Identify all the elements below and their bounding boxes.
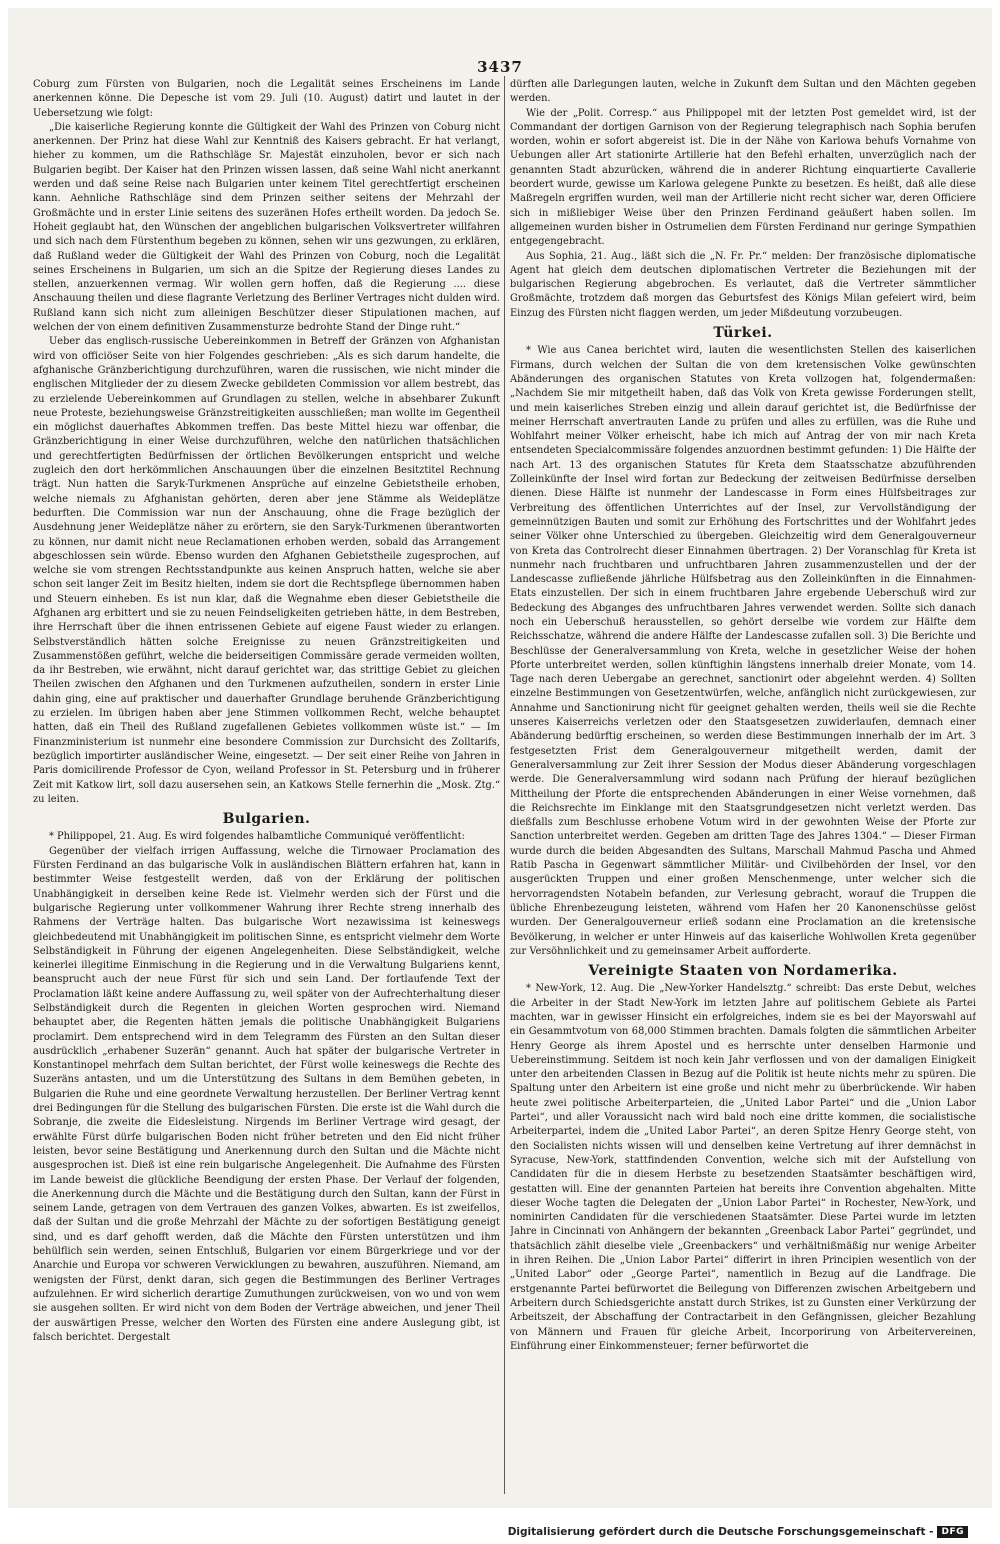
right-column: [510, 78, 976, 1490]
page-number: 3437: [477, 58, 523, 76]
article-paragraph: Coburg zum Fürsten von Bulgarien, noch die Legalität seines Erscheinens im Lande anerkennen könne. Die Depesche ist vom 29. Juli (10. August) datirt und lautet in der Uebersetzung wie folgt:: [33, 79, 500, 119]
article-paragraph: * Philippopel, 21. Aug. Es wird folgendes halbamtliche Communiqué veröffentlicht:: [49, 831, 465, 843]
article-paragraph: Wie der „Polit. Corresp.“ aus Philippopel mit der letzten Post gemeldet wird, ist der Commandant der dortigen Garnison von der Regierung telegraphisch nach Sophia berufen worden, wohin er sofort abgereist ist. Die in der Nähe von Karlowa behufs Vornahme von Uebungen aller Art stationirte Artillerie hat den Befehl erhalten, unverzüglich nach der genannten Stadt abzurücken, während die in anderer Richtung einquartierte Cavallerie beordert wurde, gewisse um Karlowa gelegene Punkte zu besetzen. Es heißt, daß alle diese Maßregeln ergriffen wurden, weil man der Artillerie nicht recht sicher war, deren Officiere sich in mißliebiger Weise über den Prinzen Ferdinand geäußert haben sollen. Im allgemeinen wurden bisher in Ostrumelien dem Fürsten Ferdinand nur geringe Sympathien entgegengebracht.: [510, 107, 976, 248]
section-heading-usa: Vereinigte Staaten von Nordamerika.: [588, 963, 898, 980]
article-paragraph: * Wie aus Canea berichtet wird, lauten die wesentlichsten Stellen des kaiserlichen Firmans, durch welchen der Sultan die von dem kretensischen Volke gewünschten Abänderungen des organischen Statutes von Kreta vollzogen hat, folgendermaßen: „Nachdem Sie mir mitgetheilt haben, daß das Volk von Kreta gewisse Forderungen stellt, und mein kaiserliches Streben einzig und allein darauf gerichtet ist, die Bedürfnisse der meiner Herrschaft anvertrauten Lande zu prüfen und alles zu erfüllen, was die Ruhe und Wohlfahrt meiner Völker erheischt, habe ich mich auf Antrag der von mir nach Kreta entsendeten Specialcommissäre folgendes anzuordnen bestimmt gefunden: 1) Die Hälfte der nach Art. 13 des organischen Statutes für Kreta dem Staatsschatze abzuführenden Zolleinkünfte der Insel wird fortan zur Bedeckung der zeitweisen Bedürfnisse derselben dienen. Diese Hälfte ist nunmehr der Landescasse in Form eines Hülfsbeitrages zur Verbreitung des öffentlichen Unterrichtes auf der Insel, zur Vervollständigung der gemeinnützigen Bauten und somit zur Erhöhung des Fortschrittes und der Wohlfahrt jedes seiner Völker ohne Unterschied zu übergeben. Gleichzeitig wird dem Generalgouverneur von Kreta das Controlrecht dieser Einnahmen übertragen. 2) Der Voranschlag für Kreta ist nunmehr nach fruchtbaren und unfruchtbaren Jahren zusammenzustellen und der der Landescasse zufließende jährliche Hülfsbetrag aus den Zolleinkünften in die Einnahmen-Etats einzustellen. Der sich in einem fruchtbaren Jahre ergebende Ueberschuß wird zur Bedeckung des Abganges des unfruchtbaren Jahres verwendet werden. Sollte sich danach noch ein Ueberschuß herausstellen, so gehört derselbe wie vordem zur Hälfte dem Reichsschatze, während die andere Hälfte der Landescasse zufallen soll. 3) Die Berichte und Beschlüsse der Generalversammlung von Kreta, welche in gesetzlicher Weise der hohen Pforte unterbreitet werden, sollen künftighin längstens innerhalb dreier Monate, vom 14. Tage nach deren Uebergabe an gerechnet, sanctionirt oder abgelehnt werden. 4) Sollten einzelne Bestimmungen von Gesetzentwürfen, welche, anfänglich nicht zurückgewiesen, zur Annahme und Sanctionirung nicht für geeignet gehalten werden, theils weil sie die Rechte unseres Kaiserreichs verletzen oder den Staatsgesetzen zuwiderlaufen, demnach einer Abänderung bedürftig erscheinen, so werden diese Bestimmungen innerhalb der im Art. 3 festgesetzten Frist dem Generalgouverneur mitgetheilt werden, damit der Generalversammlung zur Zeit ihrer Session der Modus dieser Abänderung vorgeschlagen werde. Die Generalversammlung wird sodann nach Prüfung der hierauf bezüglichen Mittheilung der Pforte die entsprechenden Abänderungen in einer Weise vornehmen, daß die Reichsrechte im Einklange mit den Staatsgrundgesetzen nicht verletzt werden. Das dießfalls zum Beschlusse erhobene Votum wird in der gewohnten Weise der Pforte zur Sanction unterbreitet werden. Gegeben am dritten Tage des Jahres 1304.“ — Dieser Firman wurde durch die beiden Abgesandten des Sultans, Marschall Mahmud Pascha und Ahmed Ratib Pascha in Gegenwart sämmtlicher Militär- und Civilbehörden der Insel, vor den ausgerückten Truppen und einer großen Menschenmenge, unter welcher sich die hervorragendsten Notabeln befanden, zur Verlesung gebracht, worauf die Truppen die übliche Ehrenbezeugung leisteten, während vom Hafen her 20 Kanonenschüsse gelöst wurden. Der Generalgouverneur erließ sodann eine Proclamation an die kretensische Bevölkerung, in welcher er unter Hinweis auf das kaiserliche Wohlwollen Kreta gegenüber zur Versöhnlichkeit und zu gemeinsamer Arbeit aufforderte.: [510, 345, 976, 957]
digitization-footer: [508, 1526, 968, 1538]
column-divider: [504, 76, 505, 1494]
section-heading-bulgarien: Bulgarien.: [222, 811, 311, 828]
article-paragraph: Aus Sophia, 21. Aug., läßt sich die „N. Fr. Pr.“ melden: Der französische diplomatische Agent hat gleich dem deutschen diplomatischen Vertreter die Beziehungen mit der bulgarischen Regierung abgebrochen. Es verlautet, daß die Vertreter sämmtlicher Großmächte, trotzdem daß morgen das Geburtsfest des Königs Milan gefeiert wird, beim Einzug des Fürsten nicht flaggen werden, um jeder Mißdeutung vorzubeugen.: [510, 250, 976, 319]
dfg-logo-icon: DFG: [937, 1526, 968, 1538]
newspaper-page: [8, 8, 992, 1508]
left-column: [33, 78, 500, 1490]
article-paragraph: dürften alle Darlegungen lauten, welche in Zukunft dem Sultan und den Mächten gegeben werden.: [510, 79, 976, 105]
article-paragraph: Gegenüber der vielfach irrigen Auffassung, welche die Tirnowaer Proclamation des Fürsten Ferdinand an das bulgarische Volk in ausländischen Blättern erfahren hat, kann in bestimmter Weise festgestellt werden, daß von der Erklärung der politischen Unabhängigkeit in derselben keine Rede ist. Vielmehr werden sich der Fürst und die bulgarische Regierung unter vollkommener Wahrung ihrer Rechte streng innerhalb des Rahmens der Verträge halten. Das bulgarische Wort nezawissima ist keineswegs gleichbedeutend mit Unabhängigkeit im politischen Sinne, es entspricht vielmehr dem Worte Selbständigkeit in Führung der eigenen Angelegenheiten. Diese Selbständigkeit, welche keinerlei illegitime Einmischung in die Regierung und in die Verwaltung Bulgariens kennt, beansprucht auch der neue Fürst für sich und sein Land. Der fortlaufende Text der Proclamation läßt keine andere Auffassung zu, weil später von der Aufrechterhaltung dieser Selbständigkeit durch die Regenten in gleichen Worten gesprochen wird. Niemand behauptet aber, die Regenten hätten jemals die politische Unabhängigkeit Bulgariens proclamirt. Dem entsprechend wird in dem Telegramm des Fürsten an den Sultan dieser ausdrücklich „erhabener Suzerän“ genannt. Auch hat später der bulgarische Vertreter in Konstantinopel mehrfach dem Sultan berichtet, der Fürst wolle keineswegs die Rechte des Suzeräns antasten, und um die Unterstützung des Sultans in dem Bemühen gebeten, in Bulgarien die Ruhe und eine geordnete Verwaltung herzustellen. Der Berliner Vertrag kennt drei Bedingungen für die Stellung des bulgarischen Fürsten. Die erste ist die Wahl durch die Sobranje, die zweite die Eidesleistung. Nirgends im Berliner Vertrage wird gesagt, der erwählte Fürst dürfe bulgarischen Boden nicht früher betreten und den Eid nicht früher leisten, bevor seine Bestätigung und Anerkennung durch den Sultan und die Mächte nicht ausgesprochen ist. Dieß ist eine rein bulgarische Angelegenheit. Die Aufnahme des Fürsten im Lande beweist die glückliche Beendigung der ersten Phase. Der Verlauf der folgenden, die Anerkennung durch die Mächte und die Bestätigung durch den Sultan, kann der Fürst in seinem Lande, getragen von dem Vertrauen des ganzen Volkes, abwarten. Es ist zweifellos, daß der Sultan und die große Mehrzahl der Mächte zu der sofortigen Bestätigung geneigt sind, und es darf gehofft werden, daß die Mächte den Fürsten unterstützen und ihm behülflich sein werden, seinen Entschluß, Bulgarien vor einem Bürgerkriege und vor der Anarchie und Europa vor schweren Verwicklungen zu bewahren, auszuführen. Niemand, am wenigsten der Fürst, denkt daran, sich gegen die Bestimmungen des Berliner Vertrages aufzulehnen. Er wird sicherlich derartige Zumuthungen zurückweisen, von wo und von wem sie ausgehen sollten. Er wird nicht von dem Boden der Verträge abweichen, und jener Theil der auswärtigen Presse, welcher den Worten des Fürsten eine andere Auslegung gibt, ist falsch berichtet. Dergestalt: [33, 845, 500, 1343]
article-paragraph: * New-York, 12. Aug. Die „New-Yorker Handelsztg.“ schreibt: Das erste Debut, welches die Arbeiter in der Stadt New-York im letzten Jahre auf politischem Gebiete als Partei machten, war in gewisser Hinsicht ein erfolgreiches, indem sie es bei der Mayorswahl auf ein Gesammtvotum von 68,000 Stimmen brachten. Damals folgten die sämmtlichen Arbeiter Henry George als ihrem Apostel und es herrschte unter denselben Harmonie und Uebereinstimmung. Seitdem ist noch kein Jahr verflossen und von der damaligen Einigkeit unter den arbeitenden Classen in Bezug auf die Politik ist heute nichts mehr zu spüren. Die Spaltung unter den Arbeitern ist eine große und nicht mehr zu überbrückende. Wir haben heute zwei politische Arbeiterparteien, die „United Labor Partei“ und die „Union Labor Partei“, und aller Voraussicht nach wird bald noch eine dritte kommen, die socialistische Arbeiterpartei, indem die „United Labor Partei“, an deren Spitze Henry George steht, von den Socialisten nichts wissen will und denselben keine Vertretung auf ihrer demnächst in Syracuse, New-York, stattfindenden Convention, welche sich mit der Aufstellung von Candidaten für die in diesem Herbste zu besetzenden Staatsämter beschäftigen wird, gestatten will. Eine der genannten Parteien hat bereits ihre Convention abgehalten. Mitte dieser Woche tagten die Delegaten der „Union Labor Partei“ in Rochester, New-York, und nominirten Candidaten für die verschiedenen Staatsämter. Diese Partei wurde im letzten Jahre in Cincinnati von Anhängern der bekannten „Greenback Labor Partei“ gegründet, und thatsächlich zählt dieselbe viele „Greenbackers“ und verhältnißmäßig nur wenige Arbeiter in ihren Reihen. Die „Union Labor Partei“ differirt in ihren Principien wesentlich von der „United Labor“ oder „George Partei“, namentlich in Bezug auf die Landfrage. Die erstgenannte Partei befürwortet die Beilegung von Differenzen zwischen Arbeitgebern und Arbeitern durch Schiedsgerichte anstatt durch Strikes, ist zu Gunsten einer Verkürzung der Arbeitszeit, der Abschaffung der Contractarbeit in den Gefängnissen, gleicher Bezahlung von Männern und Frauen für gleiche Arbeit, Incorporirung von Arbeitervereinen, Einführung einer Einkommensteuer; ferner befürwortet die: [510, 983, 976, 1352]
article-paragraph: Ueber das englisch-russische Uebereinkommen in Betreff der Gränzen von Afghanistan wird von officiöser Seite von hier Folgendes geschrieben: „Als es sich darum handelte, die afghanische Gränzberichtigung durchzuführen, waren die russischen, wie nicht minder die englischen Mitglieder der zu diesem Zwecke gebildeten Commission vor allem bestrebt, das zu erzielende Uebereinkommen auf Grundlagen zu stellen, welche in absehbarer Zukunft neue Proteste, beziehungsweise Gränzstreitigkeiten ausschließen; man wollte im Gegentheil ein möglichst dauerhaftes Abkommen treffen. Das beste Mittel hiezu war offenbar, die Gränzberichtigung in einer Weise durchzuführen, welche den natürlichen thatsächlichen und gerechtfertigten Bedürfnissen der örtlichen Bevölkerungen entspricht und welche zugleich den dort herkömmlichen Anschauungen über die einzelnen Besitztitel Rechnung trägt. Nun hatten die Saryk-Turkmenen Ansprüche auf einzelne Gebietstheile erhoben, welche niemals zu Afghanistan gehörten, deren aber jene Stämme als Weideplätze bedurften. Die Commission war nun der Anschauung, ohne die Frage bezüglich der Ausdehnung jener Weideplätze näher zu erörtern, sie den Saryk-Turkmenen überantworten zu können, nur damit nicht neue Reclamationen erhoben werden, sobald das Arrangement abgeschlossen sein würde. Ebenso wurden den Afghanen Gebietstheile zugesprochen, auf welche sie vom strengen Rechtsstandpunkte aus keinen Anspruch hatten, welche sie aber schon seit langer Zeit im Besitz hielten, indem sie dort die Rechtspflege übernommen haben und Steuern einheben. Es ist nun klar, daß die Wegnahme eben dieser Gebietstheile die Afghanen arg erbittert und sie zu neuen Feindseligkeiten getrieben hätte, in dem Bestreben, ihre Herrschaft über die ihnen entrissenen Gebiete auf eigene Faust wieder zu erlangen. Selbstverständlich hätten solche Ereignisse zu neuen Gränzstreitigkeiten und Zusammenstößen geführt, welche die beiderseitigen Commissäre gerade vermeiden wollten, da ihr Bestreben, wie erwähnt, nicht darauf gerichtet war, das strittige Gebiet zu gleichen Theilen zwischen den Afghanen und den Turkmenen aufzutheilen, sondern in erster Linie dahin ging, eine auf praktischer und dauerhafter Grundlage beruhende Gränzberichtigung zu erzielen. Im übrigen haben aber jene Stimmen vollkommen Recht, welche behauptet hatten, daß ein Theil des Rußland zugefallenen Gebietes vollkommen wüste ist.“ — Im Finanzministerium ist nunmehr eine besondere Commission zur Durchsicht des Zolltarifs, bezüglich importirter ausländischer Weine, eingesetzt. — Der seit einer Reihe von Jahren in Paris domicilirende Professor de Cyon, weiland Professor in St. Petersburg und in früherer Zeit mit Katkow lirt, soll dazu ausersehen sein, an Katkows Stelle fernerhin die „Mosk. Ztg.“ zu leiten.: [33, 336, 500, 805]
article-paragraph: „Die kaiserliche Regierung konnte die Gültigkeit der Wahl des Prinzen von Coburg nicht anerkennen. Der Prinz hat diese Wahl zur Kenntniß des Kaisers gebracht. Er hat verlangt, hieher zu kommen, um die Rathschläge Sr. Majestät einzuholen, bevor er sich nach Bulgarien begibt. Der Kaiser hat den Prinzen wissen lassen, daß seine Wahl nicht anerkannt werden und daß seine Reise nach Bulgarien unter keinem Titel gerechtfertigt erscheinen kann. Aehnliche Rathschläge sind dem Prinzen seither seitens der Mehrzahl der Großmächte und in erster Linie seitens des suzeränen Hofes ertheilt worden. Da jedoch Se. Hoheit geglaubt hat, den Wünschen der angeblichen bulgarischen Volksvertreter willfahren und sich nach dem Fürstenthum begeben zu können, sehen wir uns gezwungen, zu erklären, daß Rußland weder die Gültigkeit der Wahl des Prinzen von Coburg, noch die Legalität seines Erscheinens in Bulgarien, um sich an die Spitze der Regierung dieses Landes zu stellen, anzuerkennen vermag. Wir wollen gern hoffen, daß die Regierung .... diese Anschauung theilen und diese flagrante Verletzung des Berliner Vertrages nicht dulden wird. Rußland kann sich nicht zum alleinigen Beschützer dieser Stipulationen machen, auf welchen der von einem definitiven Zusammensturze bedrohte Stand der Dinge ruht.“: [33, 121, 500, 334]
section-heading-tuerkei: Türkei.: [713, 325, 773, 342]
footer-text: Digitalisierung gefördert durch die Deutsche Forschungsgemeinschaft -: [507, 1526, 934, 1538]
